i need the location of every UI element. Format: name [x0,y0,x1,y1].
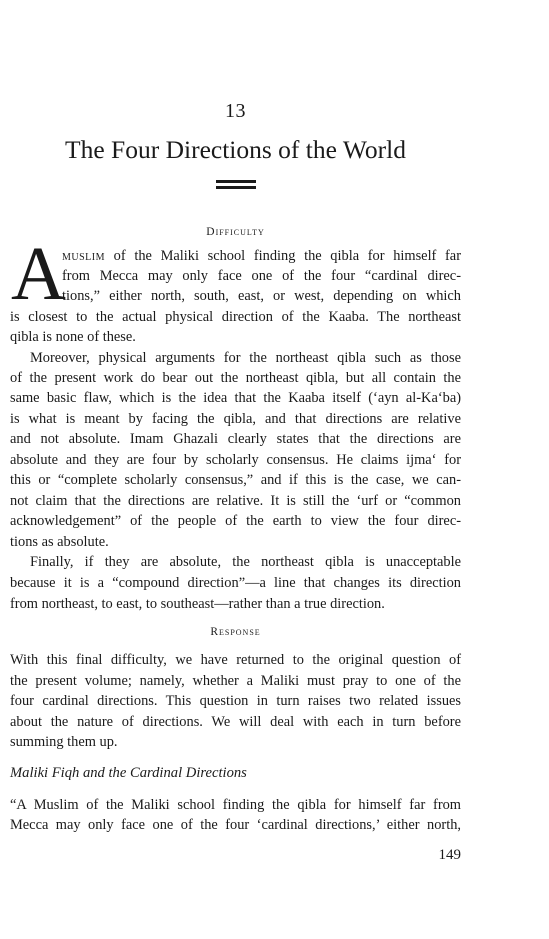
text-line: With this final difficulty, we have returned to the original question of [10,652,461,668]
text-line: Moreover, physical arguments for the northeast qibla such as those [30,350,461,366]
text-line: from Mecca may only face one of the four “cardinal direc- [62,268,461,284]
difficulty-heading: Difficulty [206,226,265,238]
ornament-rule-bottom [216,186,256,189]
text-line: tions,” either north, south, east, or west, depending on which [62,288,461,304]
text-line: qibla is none of these. [10,329,136,345]
response-heading: Response [210,626,261,638]
text-line: is what is meant by facing the qibla, and that directions are relative [10,411,461,427]
chapter-number: 13 [225,100,246,122]
text-line: acknowledgement” of the people of the earth to view the four direc- [10,513,461,529]
text-line: about the nature of directions. We will deal with each in turn before [10,714,461,730]
text-line: this or “complete scholarly consensus,” and if this is the case, we can- [10,472,461,488]
text-line: Finally, if they are absolute, the northeast qibla is unacceptable [30,554,461,570]
book-page [10,0,461,939]
text-line: the present volume; namely, whether a Maliki must pray to one of the [10,673,461,689]
text-line: of the present work do bear out the northeast qibla, but all contain the [10,370,461,386]
page-number: 149 [438,847,461,863]
text-line: and not absolute. Imam Ghazali clearly states that the directions are [10,431,461,447]
text-line: from northeast, to east, to southeast—rather than a true direction. [10,596,385,612]
text-line: absolute and they are four by scholarly consensus. He claims ijma‘ for [10,452,461,468]
text-line: Mecca may only face one of the four ‘cardinal directions,’ either north, [10,817,461,833]
section-title: Maliki Fiqh and the Cardinal Directions [10,765,247,781]
text-line: tions as absolute. [10,534,109,550]
text-line: muslim of the Maliki school finding the qibla for himself far [62,248,461,264]
drop-cap: A [11,232,66,316]
text-line: four cardinal directions. This question in turn raises two related issues [10,693,461,709]
lead-word: muslim [62,248,106,264]
text-line: “A Muslim of the Maliki school finding the qibla for himself far from [10,797,461,813]
ornament-rule-top [216,180,256,183]
text-line: same basic flaw, which is the idea that the Kaaba itself (‘ayn al-Ka‘ba) [10,390,461,406]
text-line: because it is a “compound direction”—a line that changes its direction [10,575,461,591]
text-line: summing them up. [10,734,118,750]
text-line: not claim that the directions are relative. It is still the ‘urf or “common [10,493,461,509]
text-line: is closest to the actual physical direction of the Kaaba. The northeast [10,309,461,325]
title-ornament [216,180,256,192]
chapter-title: The Four Directions of the World [65,135,406,164]
